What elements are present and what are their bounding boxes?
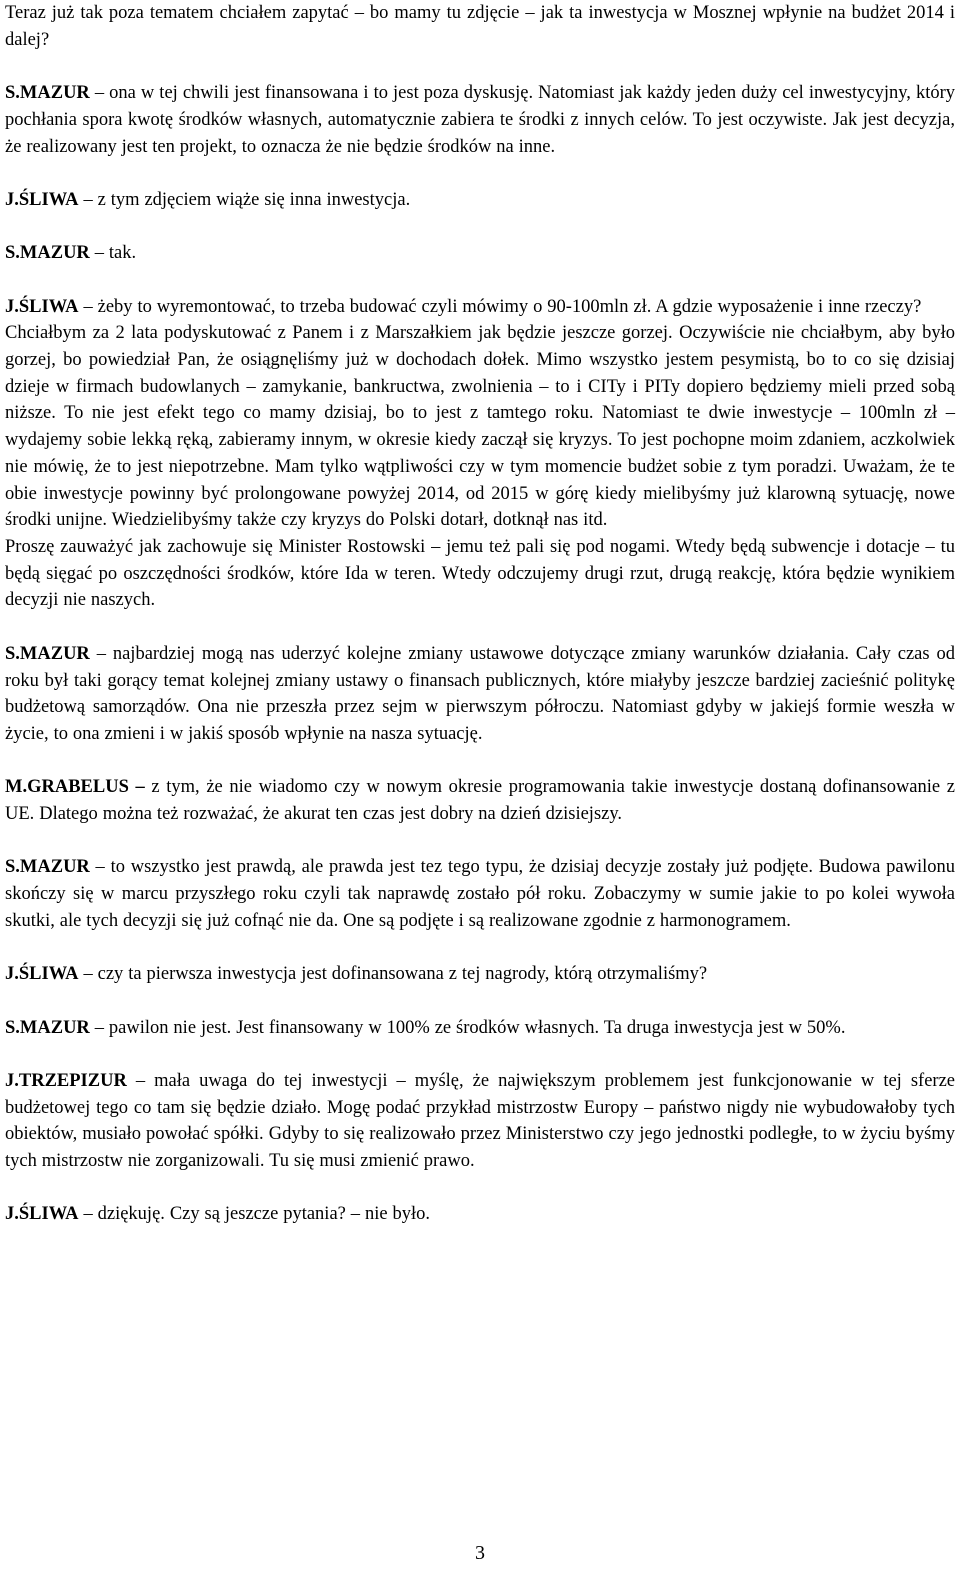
paragraph-text: – mała uwaga do tej inwestycji – myślę, że największym problemem jest funkcjonowanie w tej sferze budżetowej tego co tam się będzie działo. Mogę podać przykład mistrzostw Europy – państwo nigdy nie wybudowałoby tych obiektów, musiało powołać spółki. Gdyby to się realizowało przez Ministerstwo czy jego jednostki podległe, to w życiu byśmy tych mistrzostw nie zorganizowali. Tu się musi zmienić prawo. [5, 1070, 955, 1172]
paragraph-spacer [5, 160, 955, 187]
paragraph-text: – dziękuję. Czy są jeszcze pytania? – nie było. [78, 1204, 431, 1225]
paragraph-spacer [5, 935, 955, 962]
paragraph-spacer [5, 53, 955, 80]
paragraph-spacer [5, 748, 955, 775]
paragraph-text: – ona w tej chwili jest finansowana i to jest poza dyskusję. Natomiast jak każdy jeden duży cel inwestycyjny, który pochłania spora kwotę środków własnych, automatycznie zabiera te środki z innych celów. To jest oczywiste. Jak jest decyzja, że realizowany jest ten projekt, to oznacza że nie będzie środków na inne. [5, 83, 955, 157]
paragraph-text: – to wszystko jest prawdą, ale prawda jest tez tego typu, że dzisiaj decyzje zostały już podjęte. Budowa pawilonu skończy się w marcu przyszłego roku czyli tak naprawdę zostało pół roku. Zobaczymy w sumie jakie to po kolei wywoła skutki, ale tych decyzji się już cofnąć nie da. One są podjęte i są realizowane zgodnie z harmonogramem. [5, 857, 955, 931]
paragraph-spacer [5, 1041, 955, 1068]
speaker-name: M.GRABELUS – [5, 777, 145, 798]
paragraph-text: z tym, że nie wiadomo czy w nowym okresie programowania takie inwestycje dostaną dofinansowanie z UE. Dlatego można też rozważać, że akurat ten czas jest dobry na dzień dzisiejszy. [5, 777, 955, 824]
paragraph-13 [5, 1068, 955, 1175]
paragraph-1 [5, 0, 955, 53]
paragraph-5 [5, 294, 955, 321]
paragraph-text: – czy ta pierwsza inwestycja jest dofinansowana z tej nagrody, którą otrzymaliśmy? [78, 964, 708, 985]
speaker-name: J.TRZEPIZUR [5, 1070, 127, 1091]
speaker-name: J.ŚLIWA [5, 189, 79, 210]
paragraph-spacer [5, 214, 955, 241]
document-page [5, 0, 955, 1228]
paragraph-spacer [5, 1175, 955, 1202]
paragraph-10 [5, 854, 955, 934]
paragraph-spacer [5, 614, 955, 641]
transcript-body [5, 0, 955, 1228]
paragraph-14 [5, 1201, 955, 1228]
speaker-name: S.MAZUR [5, 857, 90, 878]
paragraph-12 [5, 1015, 955, 1042]
speaker-name: J.ŚLIWA [5, 964, 79, 985]
paragraph-8 [5, 641, 955, 748]
paragraph-text: Proszę zauważyć jak zachowuje się Minister Rostowski – jemu też pali się pod nogami. Wtedy będą subwencje i dotacje – tu będą sięgać po oszczędności środków, które Ida w teren. Wtedy odczujemy drugi rzut, drugą reakcję, która będzie wynikiem decyzji nie naszych. [5, 537, 955, 611]
paragraph-text: Chciałbym za 2 lata podyskutować z Panem i z Marszałkiem jak będzie jeszcze gorzej. Oczywiście nie chciałbym, aby było gorzej, bo powiedział Pan, że osiągnęliśmy już w dochodach dołek. Mimo wszystko jestem pesymistą, bo to co się dzisiaj dzieje w firmach budowlanych – zamykanie, bankructwa, zwolnienia – to i CITy i PITy dopiero będziemy mieli przed sobą niższe. To nie jest efekt tego co mamy dzisiaj, bo to jest z tamtego roku. Natomiast te dwie inwestycje – 100mln zł – wydajemy sobie lekką ręką, zabieramy innym, w okresie kiedy zaczął się kryzys. To jest pochopne moim zdaniem, aczkolwiek nie mówię, że to jest niepotrzebne. Mam tylko wątpliwości czy w tym momencie budżet sobie z tym poradzi. Uważam, że te obie inwestycje powinny być prolongowane powyżej 2014, od 2015 w górę kiedy mielibyśmy już klarowną sytuację, nowe środki unijne. Wiedzielibyśmy także czy kryzys do Polski dotarł, dotknął nas itd. [5, 323, 955, 531]
paragraph-6 [5, 320, 955, 534]
paragraph-text: – z tym zdjęciem wiąże się inna inwestycja. [78, 189, 411, 210]
speaker-name: S.MAZUR [5, 1017, 90, 1038]
paragraph-spacer [5, 828, 955, 855]
paragraph-text: – tak. [89, 243, 137, 264]
paragraph-9 [5, 774, 955, 827]
paragraph-4 [5, 240, 955, 267]
paragraph-7 [5, 534, 955, 614]
speaker-name: J.ŚLIWA [5, 1204, 79, 1225]
paragraph-spacer [5, 988, 955, 1015]
speaker-name: J.ŚLIWA [5, 296, 79, 317]
paragraph-text: – pawilon nie jest. Jest finansowany w 100% ze środków własnych. Ta druga inwestycja jest w 50%. [89, 1017, 846, 1038]
paragraph-text: – żeby to wyremontować, to trzeba budować czyli mówimy o 90-100mln zł. A gdzie wyposażenie i inne rzeczy? [78, 296, 922, 317]
paragraph-text: Teraz już tak poza tematem chciałem zapytać – bo mamy tu zdjęcie – jak ta inwestycja w Mosznej wpłynie na budżet 2014 i dalej? [5, 3, 955, 50]
paragraph-text: – najbardziej mogą nas uderzyć kolejne zmiany ustawowe dotyczące zmiany warunków działania. Cały czas od roku był taki gorący temat kolejnej zmiany ustawy o finansach publicznych, które miałyby jeszcze bardziej zacieśnić politykę budżetową samorządów. Ona nie przeszła przez sejm w pierwszym półroczu. Natomiast gdyby w jakiejś formie weszła w życie, to ona zmieni i w jakiś sposób wpłynie na nasza sytuację. [5, 643, 955, 744]
paragraph-11 [5, 961, 955, 988]
speaker-name: S.MAZUR [5, 83, 90, 104]
paragraph-3 [5, 187, 955, 214]
paragraph-spacer [5, 267, 955, 294]
page-number: 3 [475, 1542, 485, 1564]
speaker-name: S.MAZUR [5, 243, 90, 264]
speaker-name: S.MAZUR [5, 643, 90, 664]
paragraph-2 [5, 80, 955, 160]
